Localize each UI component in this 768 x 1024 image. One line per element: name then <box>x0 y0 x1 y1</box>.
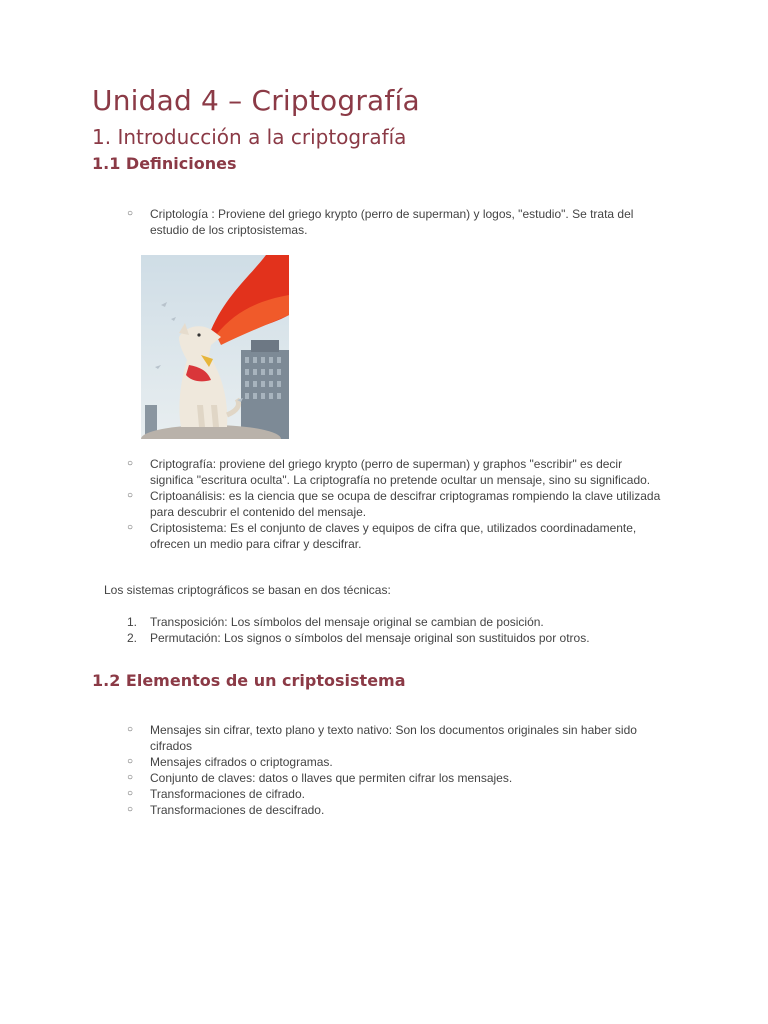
list-item <box>124 770 664 786</box>
list-item <box>124 456 664 488</box>
subsection-heading-elementos: 1.2 Elementos de un criptosistema <box>92 671 406 690</box>
section-heading-introduccion: 1. Introducción a la criptografía <box>92 125 407 149</box>
bullet-icon: ○ <box>127 522 134 533</box>
list-item-text: Conjunto de claves: datos o llaves que permiten cifrar los mensajes. <box>150 771 513 785</box>
list-item <box>124 786 664 802</box>
list-item-text: Permutación: Los signos o símbolos del mensaje original son sustituidos por otros. <box>150 631 590 645</box>
list-number: 1. <box>127 615 138 629</box>
bullet-icon: ○ <box>127 458 134 469</box>
list-item <box>124 722 664 754</box>
list-number: 2. <box>127 631 138 645</box>
list-item-text: Criptoanálisis: es la ciencia que se ocupa de descifrar criptogramas rompiendo la clave utilizada para descubrir el contenido del mensaje. <box>150 489 661 519</box>
list-item-text: Mensajes cifrados o criptogramas. <box>150 755 333 769</box>
list-item <box>124 614 664 630</box>
list-item-text: Criptosistema: Es el conjunto de claves y equipos de cifra que, utilizados coordinadamente, ofrecen un medio para cifrar y descifrar. <box>150 521 637 551</box>
definitions-list-top <box>124 206 664 238</box>
bullet-icon: ○ <box>127 756 134 767</box>
list-item <box>124 630 664 646</box>
bullet-icon: ○ <box>127 772 134 783</box>
list-item-text: Transformaciones de descifrado. <box>150 803 325 817</box>
techniques-intro: Los sistemas criptográficos se basan en dos técnicas: <box>104 583 391 597</box>
page-title: Unidad 4 – Criptografía <box>92 84 420 117</box>
krypto-dog-image <box>141 255 289 439</box>
bullet-icon: ○ <box>127 788 134 799</box>
list-item-text: Criptografía: proviene del griego krypto (perro de superman) y graphos "escribir" es decir significa "escritura oculta". La criptografía no pretende ocultar un mensaje, sino su significado. <box>150 457 651 487</box>
list-item-text: Transposición: Los símbolos del mensaje original se cambian de posición. <box>150 615 544 629</box>
list-item <box>124 206 664 238</box>
list-item-text: Mensajes sin cifrar, texto plano y texto nativo: Son los documentos originales sin haber sido cifrados <box>150 723 637 753</box>
bullet-icon: ○ <box>127 724 134 735</box>
list-item <box>124 488 664 520</box>
list-item <box>124 802 664 818</box>
bullet-icon: ○ <box>127 804 134 815</box>
list-item <box>124 754 664 770</box>
techniques-list <box>124 614 664 646</box>
bullet-icon: ○ <box>127 208 134 219</box>
list-item-text: Transformaciones de cifrado. <box>150 787 305 801</box>
subsection-heading-definiciones: 1.1 Definiciones <box>92 154 237 173</box>
krypto-dog-illustration <box>141 255 289 439</box>
definitions-list-bottom <box>124 456 664 552</box>
list-item-text: Criptología : Proviene del griego krypto (perro de superman) y logos, "estudio". Se trata del estudio de los criptosistemas. <box>150 207 634 237</box>
list-item <box>124 520 664 552</box>
bullet-icon: ○ <box>127 490 134 501</box>
elements-list <box>124 722 664 818</box>
